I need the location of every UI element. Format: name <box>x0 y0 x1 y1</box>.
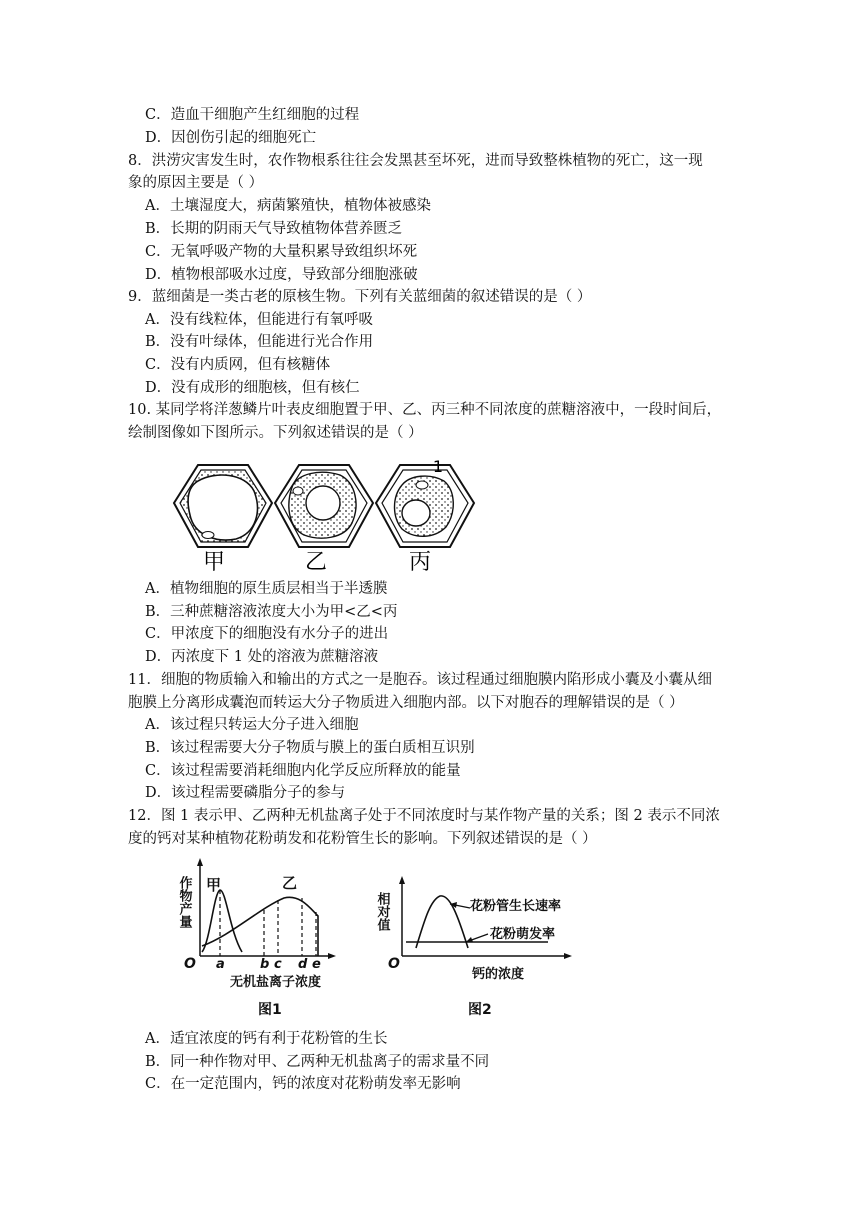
fig2-label-germination: 花粉萌发率 <box>490 927 556 942</box>
q8-option-b: B．长期的阴雨天气导致植物体营养匮乏 <box>145 221 403 237</box>
q12-stem-line1: 12．图 1 表示甲、乙两种无机盐离子处于不同浓度时与某作物产量的关系；图 2 表示不同浓 <box>128 808 720 824</box>
fig2-xlabel: 钙的浓度 <box>472 967 525 982</box>
cell-label-yi: 乙 <box>304 550 328 575</box>
q10-option-d: D．丙浓度下 1 处的溶液为蔗糖溶液 <box>145 649 379 665</box>
cell-bing <box>376 465 474 547</box>
fig1-y-arrow <box>197 858 203 866</box>
cell-jia <box>174 465 272 547</box>
q11-option-b: B．该过程需要大分子物质与膜上的蛋白质相互识别 <box>145 740 475 756</box>
q11-option-c: C．该过程需要消耗细胞内化学反应所释放的能量 <box>145 763 461 779</box>
fig2-x-arrow <box>564 953 572 959</box>
q12-option-c: C．在一定范围内，钙的浓度对花粉萌发率无影响 <box>145 1076 461 1092</box>
fig1-tick-e: e <box>312 957 321 972</box>
q9-option-a: A．没有线粒体，但能进行有氧呼吸 <box>145 312 373 328</box>
fig1-origin: O <box>184 956 196 972</box>
figure-2-chart <box>374 852 608 1022</box>
cell-yi <box>275 465 373 547</box>
fig2-origin: O <box>388 956 400 972</box>
fig2-curve-growth <box>416 896 468 948</box>
q10-option-b: B．三种蔗糖溶液浓度大小为甲<乙<丙 <box>145 604 398 620</box>
fig1-ylabel: 作物产量 <box>176 876 192 928</box>
cell-label-jia: 甲 <box>202 550 226 575</box>
q12-stem-line2: 度的钙对某种植物花粉萌发和花粉管生长的影响。下列叙述错误的是（ ） <box>128 831 597 847</box>
cell-label-bing: 丙 <box>408 550 432 575</box>
fig1-tick-c: c <box>274 957 282 972</box>
q8-stem-line2: 象的原因主要是（ ） <box>128 175 264 191</box>
q9-option-d: D．没有成形的细胞核，但有核仁 <box>145 380 360 396</box>
q10-option-a: A．植物细胞的原生质层相当于半透膜 <box>145 581 388 597</box>
q9-option-c: C．没有内质网，但有核糖体 <box>145 357 331 373</box>
q8-option-a: A．土壤湿度大，病菌繁殖快，植物体被感染 <box>145 198 431 214</box>
fig2-y-arrow <box>399 876 405 884</box>
fig1-label-jia: 甲 <box>206 876 222 894</box>
q8-option-d: D．植物根部吸水过度，导致部分细胞涨破 <box>145 267 418 283</box>
q10-stem-line2: 绘制图像如下图所示。下列叙述错误的是（ ） <box>128 425 423 441</box>
fig1-caption: 图1 <box>258 1002 282 1018</box>
fig1-x-arrow <box>328 953 336 959</box>
fig1-tick-d: d <box>298 957 308 972</box>
fig1-tick-a: a <box>216 957 225 972</box>
fig2-caption: 图2 <box>468 1002 492 1018</box>
q10-stem-line1: 10. 某同学将洋葱鳞片叶表皮细胞置于甲、乙、丙三种不同浓度的蔗糖溶液中，一段时间后， <box>128 402 722 418</box>
q8-option-c: C．无氧呼吸产物的大量积累导致组织坏死 <box>145 244 418 260</box>
q12-option-b: B．同一种作物对甲、乙两种无机盐离子的需求量不同 <box>145 1054 490 1070</box>
q10-option-c: C．甲浓度下的细胞没有水分子的进出 <box>145 626 389 642</box>
q11-stem-line1: 11．细胞的物质输入和输出的方式之一是胞吞。该过程通过细胞膜内陷形成小囊及小囊从细 <box>128 672 712 688</box>
fig1-tick-b: b <box>260 957 270 972</box>
fig1-dashed-lines <box>220 890 316 956</box>
fig2-label-growth: 花粉管生长速率 <box>470 899 562 914</box>
marker-1: 1 <box>432 457 444 476</box>
q11-option-d: D．该过程需要磷脂分子的参与 <box>145 785 346 801</box>
figure-1-chart <box>170 852 360 1022</box>
fig1-label-yi: 乙 <box>282 874 298 892</box>
q12-option-a: A．适宜浓度的钙有利于花粉管的生长 <box>145 1031 388 1047</box>
q9-stem: 9．蓝细菌是一类古老的原核生物。下列有关蓝细菌的叙述错误的是（ ） <box>128 289 592 305</box>
q7-option-c: C．造血干细胞产生红细胞的过程 <box>145 107 360 123</box>
q8-stem-line1: 8．洪涝灾害发生时，农作物根系往往会发黑甚至坏死，进而导致整株植物的死亡，这一现 <box>128 153 703 169</box>
fig2-pointer-germination-head <box>466 937 473 942</box>
q9-option-b: B．没有叶绿体，但能进行光合作用 <box>145 334 374 350</box>
plant-cell-figure <box>170 455 480 575</box>
q11-stem-line2: 胞膜上分离形成囊泡而转运大分子物质进入细胞内部。以下对胞吞的理解错误的是（ ） <box>128 695 684 711</box>
q7-option-d: D．因创伤引起的细胞死亡 <box>145 130 317 146</box>
fig1-xlabel: 无机盐离子浓度 <box>230 975 322 990</box>
q11-option-a: A．该过程只转运大分子进入细胞 <box>145 717 359 733</box>
fig2-ylabel: 相对值 <box>374 892 390 931</box>
fig1-curve-yi <box>202 897 318 956</box>
